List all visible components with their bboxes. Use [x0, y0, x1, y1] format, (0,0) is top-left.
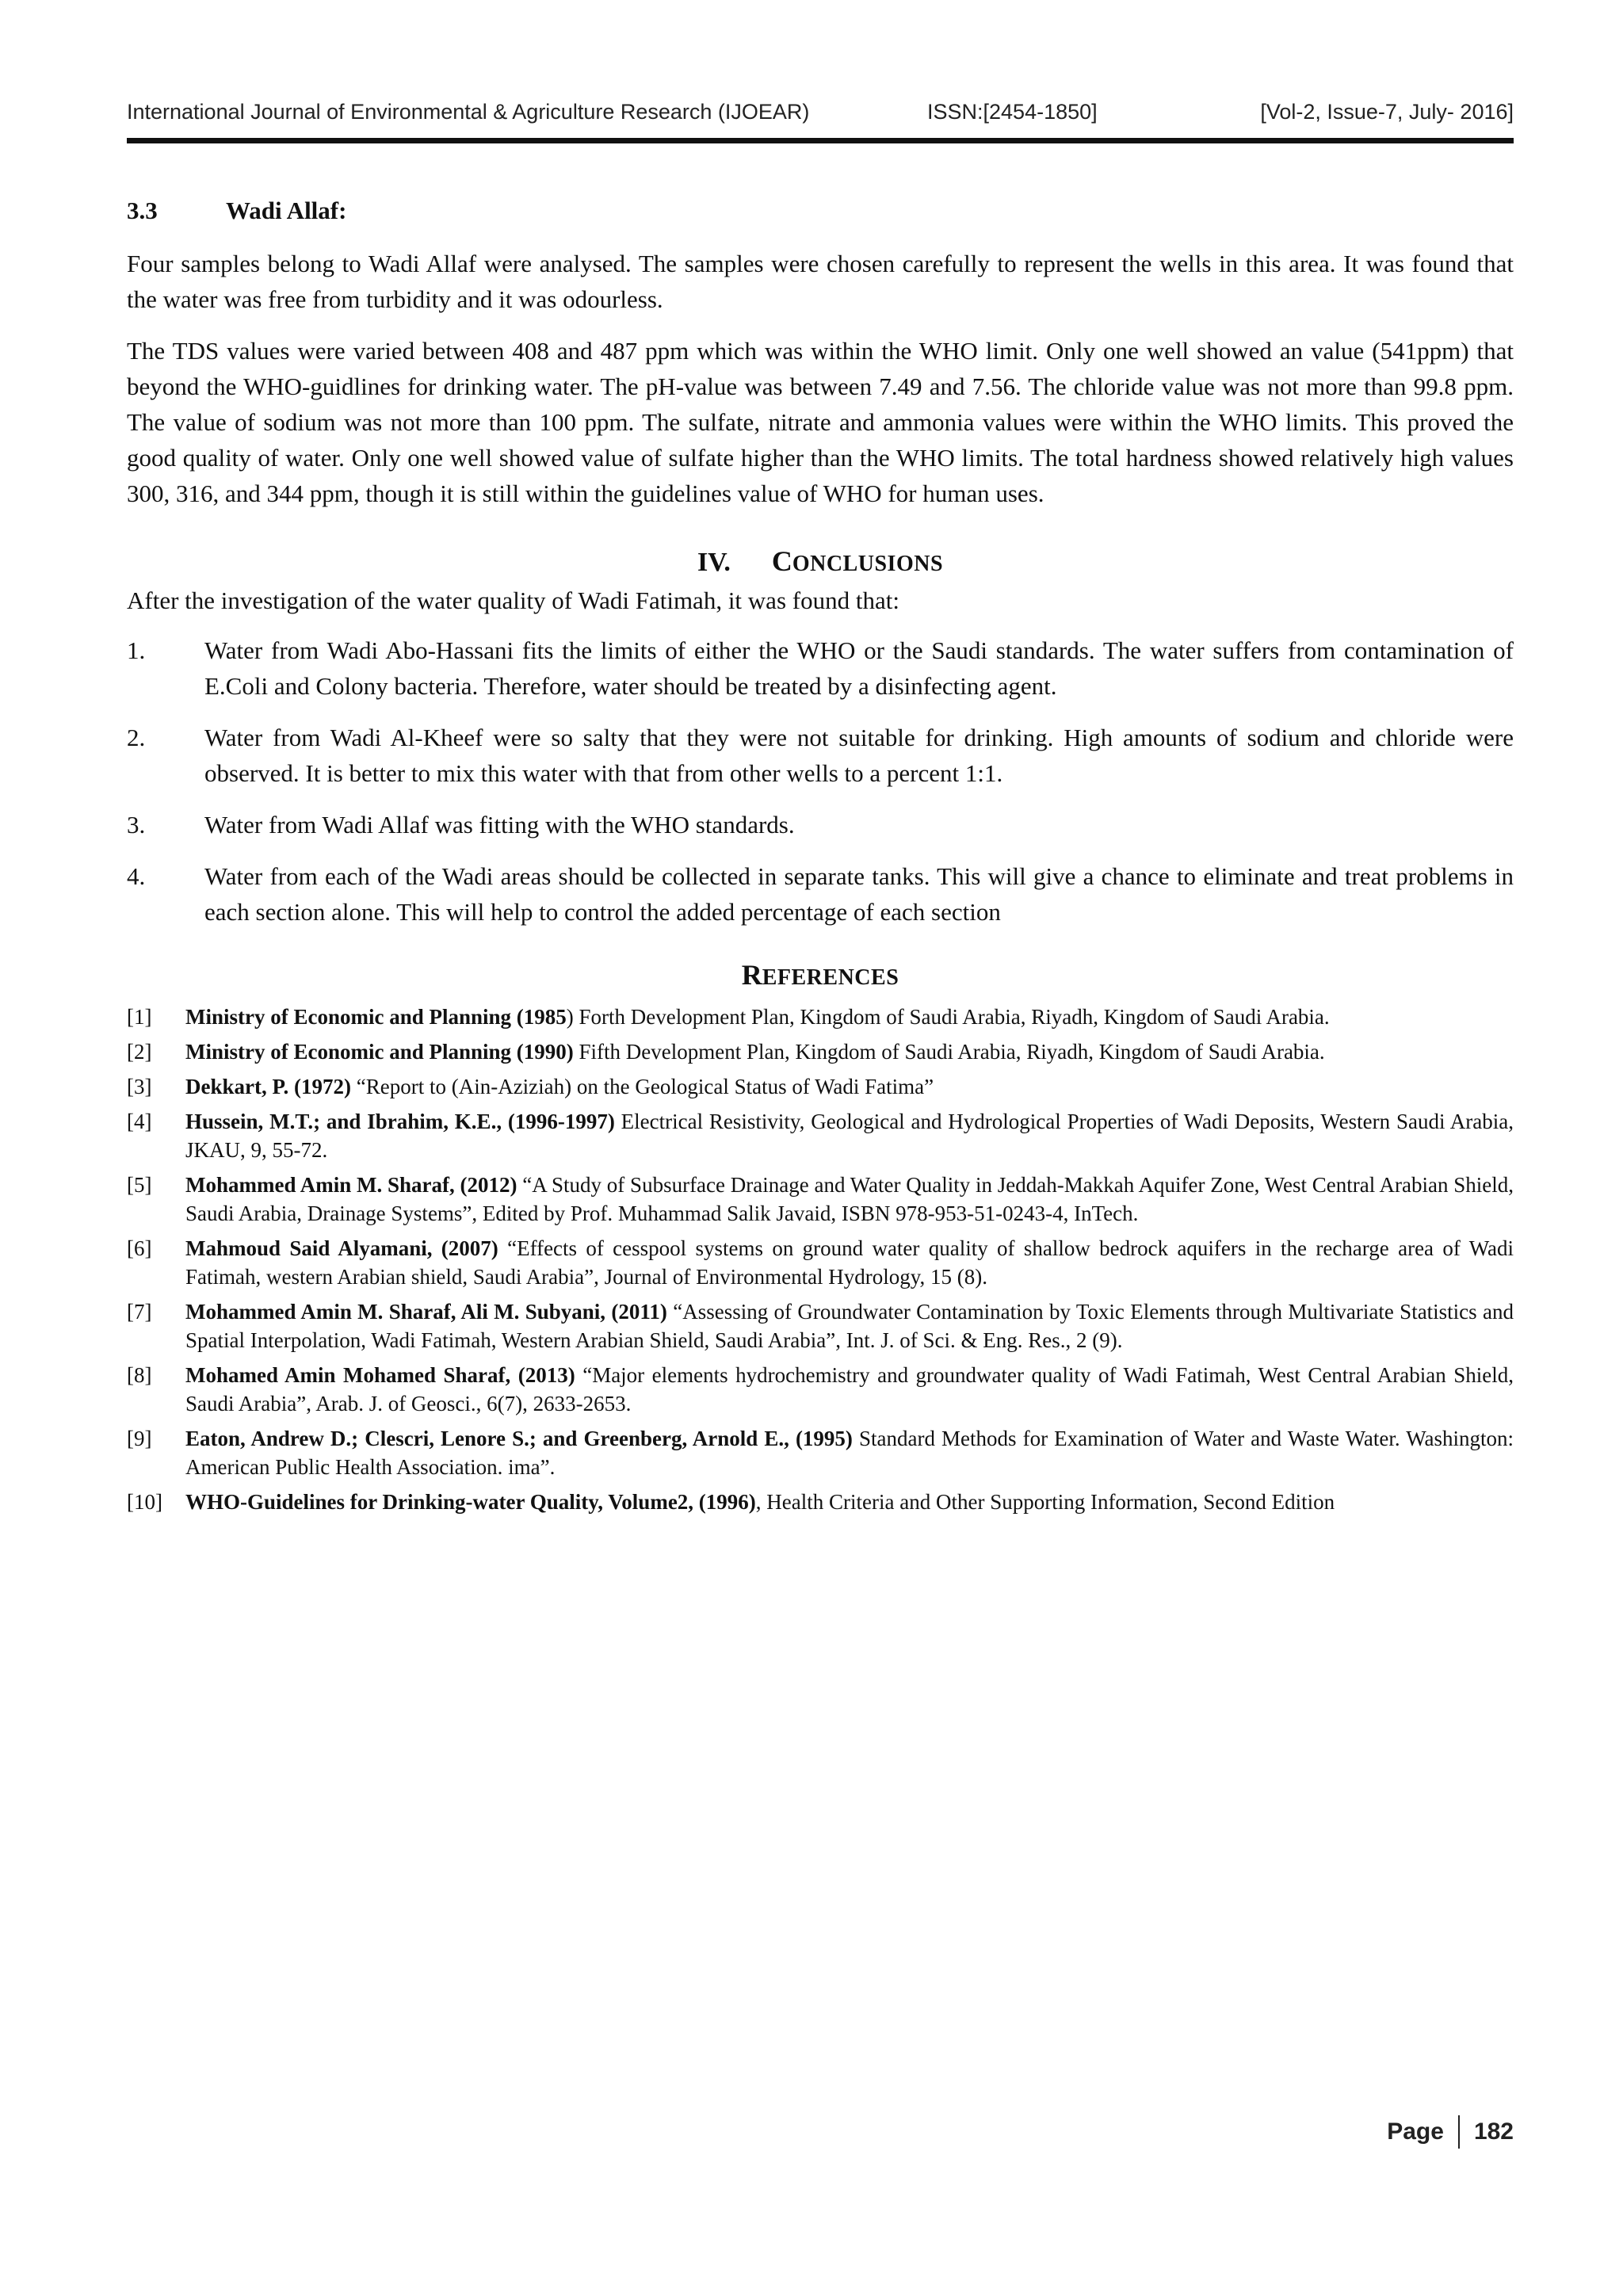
section-number: IV. [697, 548, 731, 577]
section-heading-conclusions [127, 544, 1514, 578]
main-content [127, 197, 1514, 1522]
reference-index: [4] [127, 1110, 152, 1133]
header-rule [127, 138, 1514, 143]
reference-authors: Ministry of Economic and Planning (1985 [185, 1005, 567, 1029]
subsection-title: Wadi Allaf: [226, 197, 347, 224]
reference-index: [2] [127, 1040, 152, 1064]
reference-details: “Major elements hydrochemistry and groundwater quality of Wadi Fatimah, West Central Arabian Shield, Saudi Arabia”, Arab. J. of Geosci., 6(7), 2633-2653. [185, 1363, 1514, 1415]
reference-details: “Report to (Ain-Aziziah) on the Geological Status of Wadi Fatima” [351, 1075, 934, 1098]
running-header [127, 100, 1514, 132]
reference-details: Electrical Resistivity, Geological and Hydrological Properties of Wadi Deposits, Western Saudi Arabia, JKAU, 9, 55-72. [185, 1110, 1514, 1162]
list-number: 2. [127, 724, 146, 751]
reference-index: [7] [127, 1300, 152, 1324]
reference-authors: WHO-Guidelines for Drinking-water Quality, Volume2, (1996) [185, 1490, 756, 1514]
section-heading-references [127, 958, 1514, 991]
reference-item [127, 1297, 1514, 1354]
reference-authors: Ministry of Economic and Planning (1990) [185, 1040, 574, 1064]
reference-details: “A Study of Subsurface Drainage and Water Quality in Jeddah-Makkah Aquifer Zone, West Central Arabian Shield, Saudi Arabia, Drainage Systems”, Edited by Prof. Muhammad Salik Javaid, ISBN 978-953-51-0243-4, InTech. [185, 1173, 1514, 1225]
reference-item [127, 1361, 1514, 1418]
reference-index: [9] [127, 1427, 152, 1450]
reference-index: [3] [127, 1075, 152, 1098]
journal-title: International Journal of Environmental & Agriculture Research (IJOEAR) [127, 100, 810, 124]
reference-details: Standard Methods for Examination of Water and Waste Water. Washington: American Public Health Association. ima”. [185, 1427, 1514, 1479]
list-item [127, 720, 1514, 791]
subsection-number: 3.3 [127, 197, 158, 224]
reference-index: [6] [127, 1236, 152, 1260]
references-title-rest: EFERENCES [762, 965, 899, 990]
reference-index: [8] [127, 1363, 152, 1387]
reference-index: [10] [127, 1490, 162, 1514]
page-number: 182 [1473, 2118, 1514, 2145]
reference-index: [5] [127, 1173, 152, 1197]
list-item [127, 858, 1514, 930]
page-label: Page [1387, 2118, 1444, 2145]
list-text: Water from Wadi Allaf was fitting with the WHO standards. [204, 811, 795, 839]
paragraph: Four samples belong to Wadi Allaf were analysed. The samples were chosen carefully to represent the wells in this area. It was found that the water was free from turbidity and it was odourless. [127, 250, 1514, 313]
reference-item [127, 1107, 1514, 1164]
conclusions-list [127, 632, 1514, 930]
references-title-initial: R [741, 959, 762, 991]
reference-details: , Health Criteria and Other Supporting Information, Second Edition [755, 1490, 1335, 1514]
references-list [127, 1003, 1514, 1516]
paragraph: The TDS values were varied between 408 and 487 ppm which was within the WHO limit. Only one well showed an value (541ppm) that beyond the WHO-guidlines for drinking water. The pH-value was between 7.49 and 7.56. The chloride value was not more than 99.8 ppm. The value of sodium was not more than 100 ppm. The sulfate, nitrate and ammonia values were within the WHO limits. This proved the good quality of water. Only one well showed value of sulfate higher than the WHO limits. The total hardness showed relatively high values 300, 316, and 344 ppm, though it is still within the guidelines value of WHO for human uses. [127, 337, 1514, 507]
reference-details: “Assessing of Groundwater Contamination by Toxic Elements through Multivariate Statistics and Spatial Interpolation, Wadi Fatimah, Western Arabian Shield, Saudi Arabia”, Int. J. of Sci. & Eng. Res., 2 (9). [185, 1300, 1514, 1352]
reference-item [127, 1037, 1514, 1066]
section-title-rest: ONCLUSIONS [792, 552, 944, 576]
reference-authors: Mohamed Amin Mohamed Sharaf, (2013) [185, 1363, 575, 1387]
page-footer [1387, 2112, 1514, 2152]
reference-item [127, 1171, 1514, 1228]
list-text: Water from each of the Wadi areas should be collected in separate tanks. This will give a chance to eliminate and treat problems in each section alone. This will help to control the added percentage of each section [204, 862, 1514, 926]
reference-authors: Mahmoud Said Alyamani, (2007) [185, 1236, 498, 1260]
list-number: 4. [127, 862, 146, 890]
reference-index: [1] [127, 1005, 152, 1029]
list-item [127, 807, 1514, 842]
reference-details: “Effects of cesspool systems on ground water quality of shallow bedrock aquifers in the recharge area of Wadi Fatimah, western Arabian shield, Saudi Arabia”, Journal of Environmental Hydrology, 15 (8). [185, 1236, 1514, 1289]
subsection-heading [127, 197, 1514, 228]
reference-item [127, 1003, 1514, 1031]
reference-details: ) Forth Development Plan, Kingdom of Saudi Arabia, Riyadh, Kingdom of Saudi Arabia. [566, 1005, 1330, 1029]
reference-item [127, 1424, 1514, 1481]
list-item [127, 632, 1514, 704]
volume-issue: [Vol-2, Issue-7, July- 2016] [1260, 100, 1514, 124]
reference-authors: Hussein, M.T.; and Ibrahim, K.E., (1996-1997) [185, 1110, 615, 1133]
reference-authors: Mohammed Amin M. Sharaf, Ali M. Subyani, (2011) [185, 1300, 667, 1324]
reference-authors: Dekkart, P. (1972) [185, 1075, 351, 1098]
list-text: Water from Wadi Al-Kheef were so salty that they were not suitable for drinking. High amounts of sodium and chloride were observed. It is better to mix this water with that from other wells to a percent 1:1. [204, 724, 1514, 787]
reference-item [127, 1234, 1514, 1291]
reference-item [127, 1072, 1514, 1101]
section-title-initial: C [771, 545, 792, 577]
list-text: Water from Wadi Abo-Hassani fits the limits of either the WHO or the Saudi standards. The water suffers from contamination of E.Coli and Colony bacteria. Therefore, water should be treated by a disinfecting agent. [204, 636, 1514, 700]
conclusions-intro: After the investigation of the water quality of Wadi Fatimah, it was found that: [127, 586, 899, 614]
list-number: 3. [127, 811, 146, 839]
reference-details: Fifth Development Plan, Kingdom of Saudi Arabia, Riyadh, Kingdom of Saudi Arabia. [573, 1040, 1325, 1064]
reference-authors: Mohammed Amin M. Sharaf, (2012) [185, 1173, 517, 1197]
reference-item [127, 1488, 1514, 1516]
reference-authors: Eaton, Andrew D.; Clescri, Lenore S.; and Greenberg, Arnold E., (1995) [185, 1427, 853, 1450]
list-number: 1. [127, 636, 146, 664]
footer-separator [1458, 2115, 1460, 2149]
issn: ISSN:[2454-1850] [927, 100, 1098, 124]
